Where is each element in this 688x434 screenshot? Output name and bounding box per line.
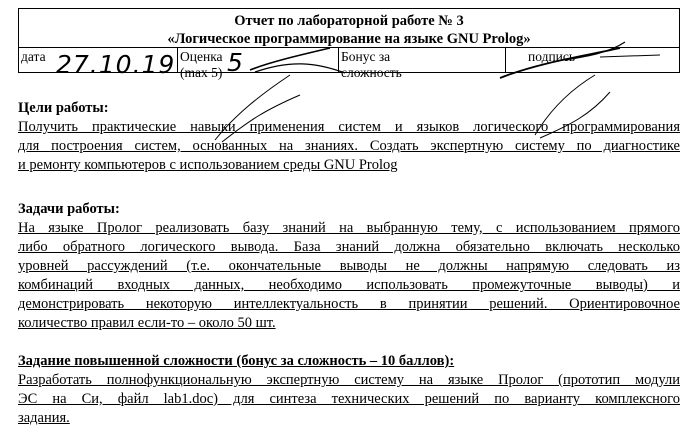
bonus-cell [339, 48, 506, 80]
advanced-line: ЭС на Си, файл lab1.doc) для синтеза технических решений по варианту комплексного [18, 391, 680, 407]
report-title-line2: «Логическое программирование на языке GNU Prolog» [167, 31, 531, 47]
advanced-section [18, 352, 680, 428]
signature-label: подпись [528, 49, 576, 64]
tasks-line: комбинаций входных данных, необходимо использовать промежуточные выводы) и [18, 277, 680, 293]
signature-cell [506, 48, 681, 72]
goals-line: и ремонту компьютеров с использованием среды GNU Prolog [18, 157, 398, 173]
tasks-line: либо обратного логического вывода. База знаний должна обязательно включать несколько [18, 239, 680, 255]
goals-section [18, 99, 680, 175]
tasks-heading: Задачи работы: [18, 201, 120, 217]
grade-cell [178, 48, 339, 80]
bonus-label-1: Бонус за [341, 49, 391, 64]
handwritten-date: 27.10.19 [56, 50, 176, 79]
tasks-line: количество правил если-то – около 50 шт. [18, 315, 276, 331]
advanced-line: задания. [18, 410, 70, 426]
grade-label-2: (max 5) [180, 65, 223, 80]
date-label: дата [21, 49, 46, 64]
tasks-line: На языке Пролог реализовать базу знаний на выбранную тему, с использованием прямого [18, 220, 680, 236]
bonus-label-2: сложность [341, 65, 402, 80]
grade-label-1: Оценка [180, 49, 223, 64]
report-title-line1: Отчет по лабораторной работе № 3 [234, 13, 464, 29]
tasks-line: демонстрировать некоторую интеллектуальность в принятии решений. Ориентировочное [18, 296, 680, 312]
tasks-section [18, 200, 680, 333]
report-title [19, 12, 679, 48]
advanced-line: Разработать полнофункциональную экспертную систему на языке Пролог (прототип модули [18, 372, 680, 388]
goals-line: Получить практические навыки применения систем и языков логического программирования [18, 119, 680, 135]
tasks-line: уровней рассуждений (т.е. окончательные выводы не должны напрямую следовать из [18, 258, 680, 274]
goals-line: для построения систем, основанных на знаниях. Создать экспертную систему по диагностике [18, 138, 680, 154]
handwritten-grade: 5 [227, 48, 244, 77]
goals-heading: Цели работы: [18, 100, 109, 116]
advanced-heading: Задание повышенной сложности (бонус за сложность – 10 баллов): [18, 353, 455, 369]
